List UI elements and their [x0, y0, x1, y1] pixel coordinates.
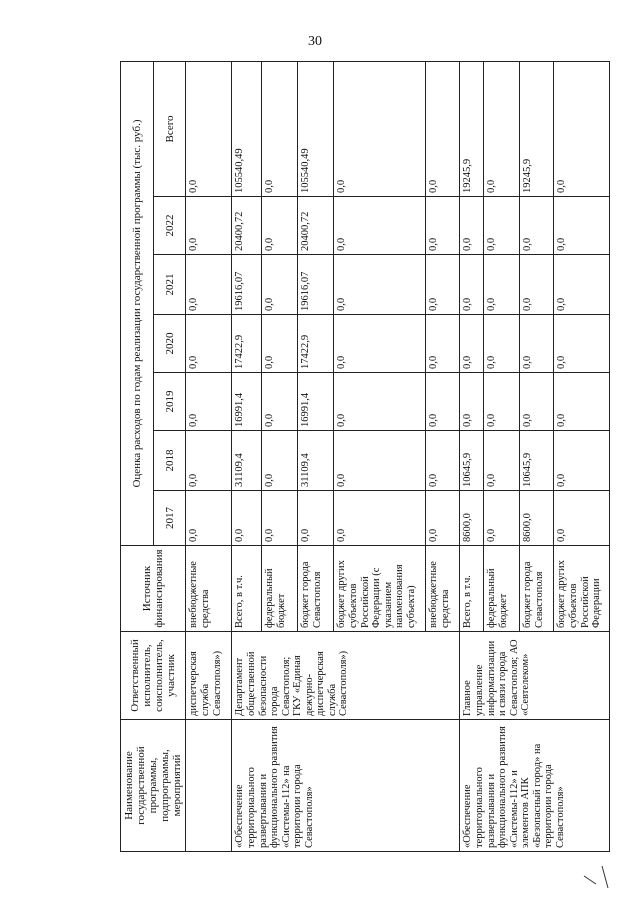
cell-value: 0,0 [554, 255, 610, 315]
table-row [460, 62, 484, 852]
cell-value: 8600,0 [520, 491, 554, 546]
table-row [186, 62, 232, 852]
cell-value: 0,0 [520, 197, 554, 255]
cell-source: бюджет других субъектов Российской Федерации [554, 546, 610, 632]
cell-name: «Обеспечение территориального развертывания и функционального развития «Системы-112» на территории города Севастополя» [232, 720, 460, 852]
cell-value: 0,0 [520, 373, 554, 431]
cell-source: бюджет города Севастополя [520, 546, 554, 632]
cell-value: 0,0 [262, 62, 298, 197]
cell-source: внебюджетные средства [426, 546, 460, 632]
cell-value: 0,0 [554, 373, 610, 431]
cell-value: 0,0 [186, 255, 232, 315]
cell-source: федеральный бюджет [262, 546, 298, 632]
pen-mark-icon [582, 862, 618, 890]
cell-value: 0,0 [186, 491, 232, 546]
cell-value: 105540,49 [298, 62, 334, 197]
cell-value: 0,0 [426, 197, 460, 255]
cell-value: 0,0 [554, 431, 610, 491]
cell-value: 0,0 [334, 255, 426, 315]
header-total: Всего [153, 62, 186, 197]
cell-value: 0,0 [484, 62, 520, 197]
cell-value: 0,0 [186, 315, 232, 373]
cell-value: 0,0 [334, 315, 426, 373]
cell-value: 105540,49 [232, 62, 262, 197]
cell-responsible: Главное управление информатизации и связи города Севастополя; АО «Севтелеком» [460, 632, 610, 720]
cell-value: 0,0 [262, 373, 298, 431]
cell-source: федеральный бюджет [484, 546, 520, 632]
cell-value: 20400,72 [232, 197, 262, 255]
cell-value: 0,0 [262, 255, 298, 315]
cell-value: 16991,4 [232, 373, 262, 431]
cell-value: 0,0 [484, 373, 520, 431]
cell-source: внебюджетные средства [186, 546, 232, 632]
cell-value: 0,0 [426, 62, 460, 197]
cell-value: 20400,72 [298, 197, 334, 255]
cell-value: 19616,07 [232, 255, 262, 315]
cell-value: 0,0 [484, 255, 520, 315]
cell-value: 0,0 [186, 431, 232, 491]
cell-value: 0,0 [232, 491, 262, 546]
cell-value: 8600,0 [460, 491, 484, 546]
cell-value: 0,0 [484, 315, 520, 373]
cell-value: 0,0 [262, 315, 298, 373]
cell-source: бюджет других субъектов Российской Федерации (с указанием наименования субъекта) [334, 546, 426, 632]
cell-value: 0,0 [426, 315, 460, 373]
cell-value: 0,0 [460, 255, 484, 315]
cell-value: 0,0 [460, 197, 484, 255]
page-number: 30 [308, 34, 322, 49]
header-year: 2022 [153, 197, 186, 255]
cell-value: 19616,07 [298, 255, 334, 315]
cell-value: 0,0 [334, 62, 426, 197]
header-year: 2019 [153, 373, 186, 431]
cell-value: 0,0 [334, 373, 426, 431]
cell-value: 0,0 [484, 431, 520, 491]
header-estimate: Оценка расходов по годам реализации государственной программы (тыс. руб.) [121, 62, 154, 546]
header-year: 2021 [153, 255, 186, 315]
cell-value: 10645,9 [460, 431, 484, 491]
cell-value: 0,0 [484, 491, 520, 546]
cell-source: Всего, в т.ч. [460, 546, 484, 632]
cell-value: 0,0 [426, 373, 460, 431]
cell-value: 0,0 [186, 62, 232, 197]
cell-value: 0,0 [520, 255, 554, 315]
cell-name [186, 720, 232, 852]
cell-value: 19245,9 [520, 62, 554, 197]
cell-responsible: Департамент общественной безопасности города Севастополя; ГКУ «Единая дежурно-диспетчерская служба Севастополя») [232, 632, 460, 720]
cell-source: бюджет города Севастополя [298, 546, 334, 632]
cell-value: 0,0 [554, 62, 610, 197]
cell-responsible: диспетчерская служба Севастополя») [186, 632, 232, 720]
cell-value: 0,0 [426, 491, 460, 546]
cell-value: 0,0 [186, 197, 232, 255]
cell-value: 0,0 [554, 197, 610, 255]
table-row [232, 62, 262, 852]
cell-value: 0,0 [186, 373, 232, 431]
cell-value: 17422,9 [232, 315, 262, 373]
header-name: Наименование государственной программы, подпрограммы, мероприятий [121, 720, 186, 852]
cell-value: 0,0 [262, 431, 298, 491]
header-year: 2017 [153, 491, 186, 546]
expenditure-table [120, 61, 610, 852]
cell-value: 0,0 [426, 431, 460, 491]
cell-value: 0,0 [554, 315, 610, 373]
cell-value: 31109,4 [298, 431, 334, 491]
cell-value: 0,0 [334, 197, 426, 255]
table-body [186, 62, 610, 852]
cell-value: 0,0 [460, 373, 484, 431]
cell-value: 0,0 [554, 491, 610, 546]
cell-value: 16991,4 [298, 373, 334, 431]
table-header [121, 62, 186, 852]
cell-value: 17422,9 [298, 315, 334, 373]
cell-value: 0,0 [298, 491, 334, 546]
cell-value: 0,0 [426, 255, 460, 315]
cell-value: 0,0 [262, 197, 298, 255]
cell-value: 0,0 [334, 431, 426, 491]
cell-value: 19245,9 [460, 62, 484, 197]
cell-source: Всего, в т.ч. [232, 546, 262, 632]
cell-value: 31109,4 [232, 431, 262, 491]
cell-value: 10645,9 [520, 431, 554, 491]
cell-value: 0,0 [334, 491, 426, 546]
cell-value: 0,0 [460, 315, 484, 373]
cell-value: 0,0 [262, 491, 298, 546]
header-year: 2018 [153, 431, 186, 491]
header-responsible: Ответственный исполнитель, соисполнитель, участник [121, 632, 186, 720]
rotated-table-container [120, 62, 603, 852]
header-year: 2020 [153, 315, 186, 373]
cell-value: 0,0 [520, 315, 554, 373]
cell-value: 0,0 [484, 197, 520, 255]
cell-name: «Обеспечение территориального развертывания и функционального развития «Системы-112» и элементов АПК «Безопасный город» на территории города Севастополя» [460, 720, 610, 852]
header-source: Источник финансирования [121, 546, 186, 632]
